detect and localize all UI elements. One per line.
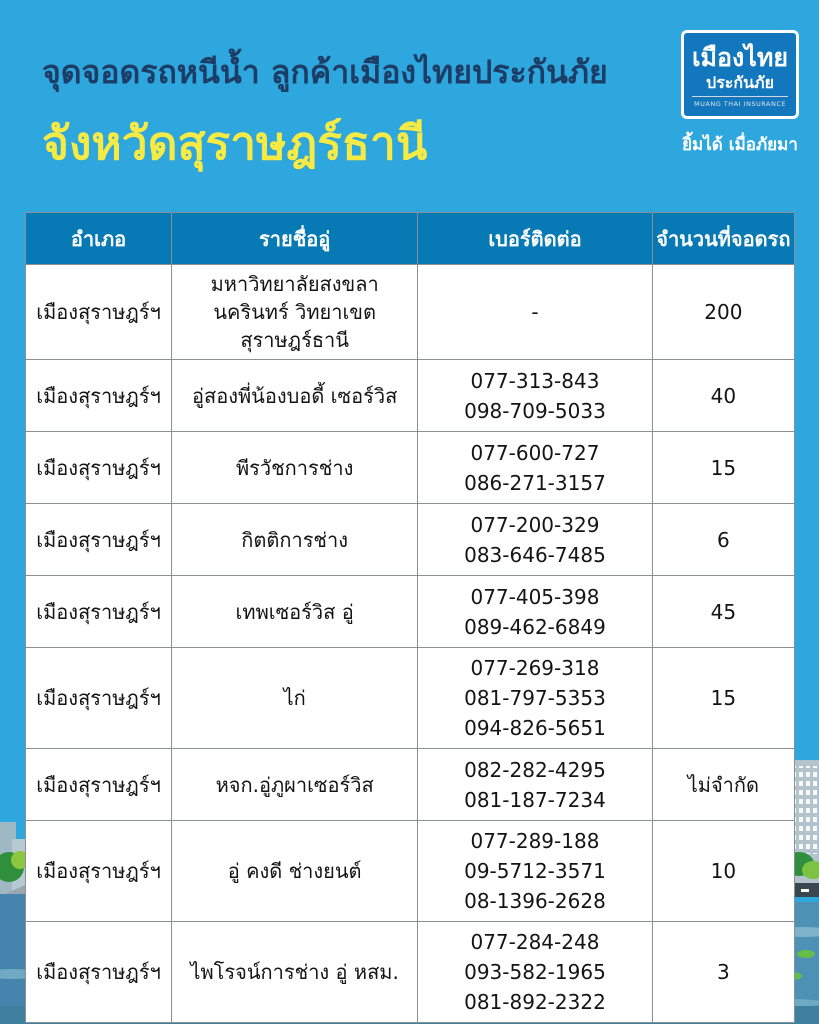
phone-number: 094-826-5651 [464, 716, 606, 740]
phone-numbers-cell [418, 922, 653, 1023]
phone-number: 098-709-5033 [464, 398, 606, 423]
logo-divider [692, 96, 788, 97]
phone-number: 082-282-4295 [464, 757, 606, 782]
province-subtitle: จังหวัดสุราษฎร์ธานี [42, 116, 428, 170]
phone-number: - [531, 300, 539, 324]
brand-logo [681, 30, 799, 158]
capacity-cell: 10 [652, 821, 794, 922]
poster-header [42, 52, 608, 171]
garage-name-cell: พีรวัชการช่าง [172, 432, 418, 504]
phone-number: 077-600-727 [470, 440, 600, 465]
phone-numbers-cell [418, 360, 653, 432]
capacity-cell: 6 [652, 504, 794, 576]
column-header-phone: เบอร์ติดต่อ [418, 213, 653, 265]
brand-name-thai: เมืองไทย [692, 43, 788, 72]
phone-numbers-cell [418, 648, 653, 749]
phone-numbers-cell [418, 821, 653, 922]
garage-name-cell: เทพเซอร์วิส อู่ [172, 576, 418, 648]
district-cell: เมืองสุราษฎร์ฯ [26, 576, 172, 648]
garage-name-cell: ไก่ [172, 648, 418, 749]
phone-number: 081-187-7234 [464, 787, 606, 812]
garage-name-cell: หจก.อู่ภูผาเซอร์วิส [172, 749, 418, 821]
capacity-cell: 3 [652, 922, 794, 1023]
table-header [26, 213, 795, 265]
brand-name-thai-2: ประกันภัย [706, 73, 774, 93]
table-row [26, 504, 795, 576]
table-row [26, 360, 795, 432]
capacity-cell: 200 [652, 265, 794, 360]
page-title: จุดจอดรถหนีน้ำ ลูกค้าเมืองไทยประกันภัย [42, 53, 608, 91]
capacity-cell: 15 [652, 432, 794, 504]
district-cell: เมืองสุราษฎร์ฯ [26, 749, 172, 821]
phone-number: 077-313-843 [470, 368, 600, 393]
phone-number: 077-405-398 [470, 584, 600, 609]
phone-number: 081-797-5353 [464, 686, 606, 710]
brand-logo-box [681, 30, 799, 119]
garage-name-cell: อู่ คงดี ช่างยนต์ [172, 821, 418, 922]
table-row [26, 648, 795, 749]
phone-numbers-cell [418, 576, 653, 648]
garage-name-cell: กิตติการช่าง [172, 504, 418, 576]
capacity-cell: 45 [652, 576, 794, 648]
table-row [26, 749, 795, 821]
garage-name-cell: ไพโรจน์การช่าง อู่ หสม. [172, 922, 418, 1023]
phone-number: 08-1396-2628 [464, 889, 606, 913]
district-cell: เมืองสุราษฎร์ฯ [26, 922, 172, 1023]
phone-numbers-cell [418, 504, 653, 576]
phone-number: 093-582-1965 [464, 960, 606, 984]
capacity-cell: 15 [652, 648, 794, 749]
table-header-row [26, 213, 795, 265]
table-row [26, 265, 795, 360]
garage-name-cell: อู่สองพี่น้องบอดี้ เซอร์วิส [172, 360, 418, 432]
column-header-garage: รายชื่ออู่ [172, 213, 418, 265]
phone-number: 089-462-6849 [464, 614, 606, 639]
phone-number: 081-892-2322 [464, 990, 606, 1014]
table-row [26, 922, 795, 1023]
phone-number: 09-5712-3571 [464, 859, 606, 883]
phone-number: 077-284-248 [470, 930, 600, 954]
garage-name-cell: มหาวิทยาลัยสงขลานครินทร์ วิทยาเขตสุราษฎร์ธานี [172, 265, 418, 360]
district-cell: เมืองสุราษฎร์ฯ [26, 504, 172, 576]
column-header-capacity: จำนวนที่จอดรถ [652, 213, 794, 265]
phone-numbers-cell [418, 432, 653, 504]
phone-number: 083-646-7485 [464, 542, 606, 567]
column-header-district: อำเภอ [26, 213, 172, 265]
brand-tagline: ยิ้มได้ เมื่อภัยมา [682, 135, 798, 156]
capacity-cell: 40 [652, 360, 794, 432]
district-cell: เมืองสุราษฎร์ฯ [26, 821, 172, 922]
phone-number: 077-200-329 [470, 512, 600, 537]
brand-name-english: MUANG THAI INSURANCE [694, 100, 786, 109]
capacity-cell: ไม่จำกัด [652, 749, 794, 821]
phone-numbers-cell [418, 265, 653, 360]
parking-table [25, 212, 795, 1023]
district-cell: เมืองสุราษฎร์ฯ [26, 648, 172, 749]
table-row [26, 821, 795, 922]
district-cell: เมืองสุราษฎร์ฯ [26, 360, 172, 432]
district-cell: เมืองสุราษฎร์ฯ [26, 265, 172, 360]
district-cell: เมืองสุราษฎร์ฯ [26, 432, 172, 504]
phone-number: 077-289-188 [470, 829, 600, 853]
table-row [26, 432, 795, 504]
phone-number: 086-271-3157 [464, 470, 606, 495]
phone-numbers-cell [418, 749, 653, 821]
table-row [26, 576, 795, 648]
phone-number: 077-269-318 [470, 656, 600, 680]
table-body [26, 265, 795, 1023]
